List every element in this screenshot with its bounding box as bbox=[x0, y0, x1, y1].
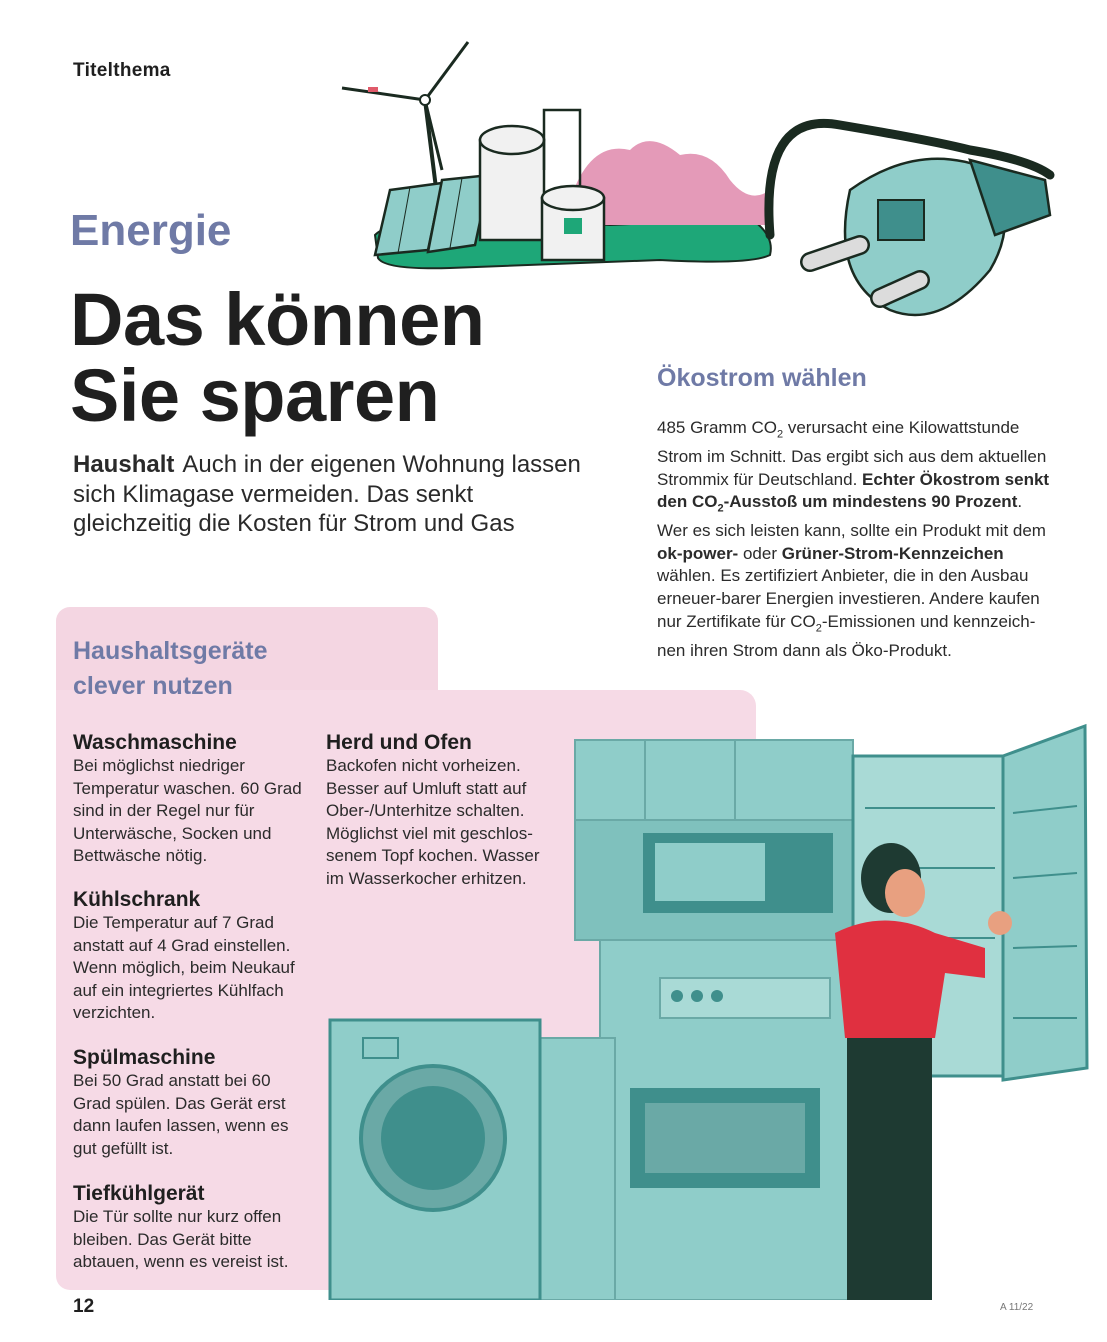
tip-title: Herd und Ofen bbox=[326, 731, 472, 754]
tip-text: Backofen nicht vorheizen. Besser auf Umluft statt auf Ober-/Unterhitze schalten. Möglichst viel mit geschlos-senem Topf kochen. Wasser im Wasserkocher erhitzen. bbox=[326, 756, 540, 888]
tip-box-heading-line-1: Haushaltsgeräte bbox=[73, 637, 268, 665]
eco-heading: Ökostrom wählen bbox=[657, 364, 867, 392]
section-title: Energie bbox=[70, 206, 232, 255]
issue-label: A 11/22 bbox=[1000, 1302, 1034, 1313]
lead-text: Auch in der eigenen Wohnung lassen sich Klimagase vermeiden. Das senkt gleichzeitig die Kosten für Strom und Gas bbox=[73, 451, 581, 537]
tip-tiefkuehlgeraet bbox=[73, 1182, 313, 1274]
page-number: 12 bbox=[73, 1296, 95, 1317]
tip-title: Spülmaschine bbox=[73, 1046, 216, 1069]
kicker: Titelthema bbox=[73, 60, 171, 81]
tip-text: Bei 50 Grad anstatt bei 60 Grad spülen. Das Gerät erst dann laufen lassen, wenn es gut gefüllt ist. bbox=[73, 1071, 289, 1158]
tip-text: Die Tür sollte nur kurz offen bleiben. Das Gerät bitte abtauen, wenn es vereist ist. bbox=[73, 1207, 289, 1272]
lead-label: Haushalt bbox=[73, 451, 175, 478]
tip-waschmaschine bbox=[73, 731, 313, 868]
tip-text: Bei möglichst niedriger Temperatur waschen. 60 Grad sind in der Regel nur für Unterwäsche, Socken und Bettwäsche nötig. bbox=[73, 756, 302, 866]
eco-paragraph: 485 Gramm $CO_2$ verursacht eine Kilowattstunde Strom im Schnitt. Das ergibt sich aus dem aktuellen Strommix für Deutschland. Echter Ökostrom senkt den $CO_2$-Ausstoß um mindestens 90 Prozent. Wer es sich leisten kann, sollte ein Produkt mit dem ok-power- oder Grüner-Strom-Kennzeichen wählen. Es zertifiziert Anbieter, die in den Ausbau erneuer-barer Energien investieren. Andere kaufen nur Zertifikate für $CO_2$-Emissionen und kennzeich-nen ihren Strom dann als Öko-Produkt. bbox=[657, 418, 1050, 660]
tip-herd-und-ofen bbox=[326, 731, 551, 891]
tip-box-heading bbox=[73, 634, 268, 704]
tip-spuelmaschine bbox=[73, 1046, 313, 1160]
headline-line-2: Sie sparen bbox=[70, 354, 440, 437]
tip-kuehlschrank bbox=[73, 888, 313, 1025]
tip-title: Kühlschrank bbox=[73, 888, 201, 911]
tip-text: Die Temperatur auf 7 Grad anstatt auf 4 Grad einstellen. Wenn möglich, beim Neukauf auf ein integriertes Kühlfach verzichten. bbox=[73, 913, 295, 1023]
headline bbox=[70, 278, 485, 437]
tip-title: Waschmaschine bbox=[73, 731, 237, 754]
tip-title: Tiefkühlgerät bbox=[73, 1182, 205, 1205]
headline-line-1: Das können bbox=[70, 278, 485, 361]
lead-paragraph bbox=[73, 450, 593, 539]
tip-box-heading-line-2: clever nutzen bbox=[73, 672, 233, 700]
